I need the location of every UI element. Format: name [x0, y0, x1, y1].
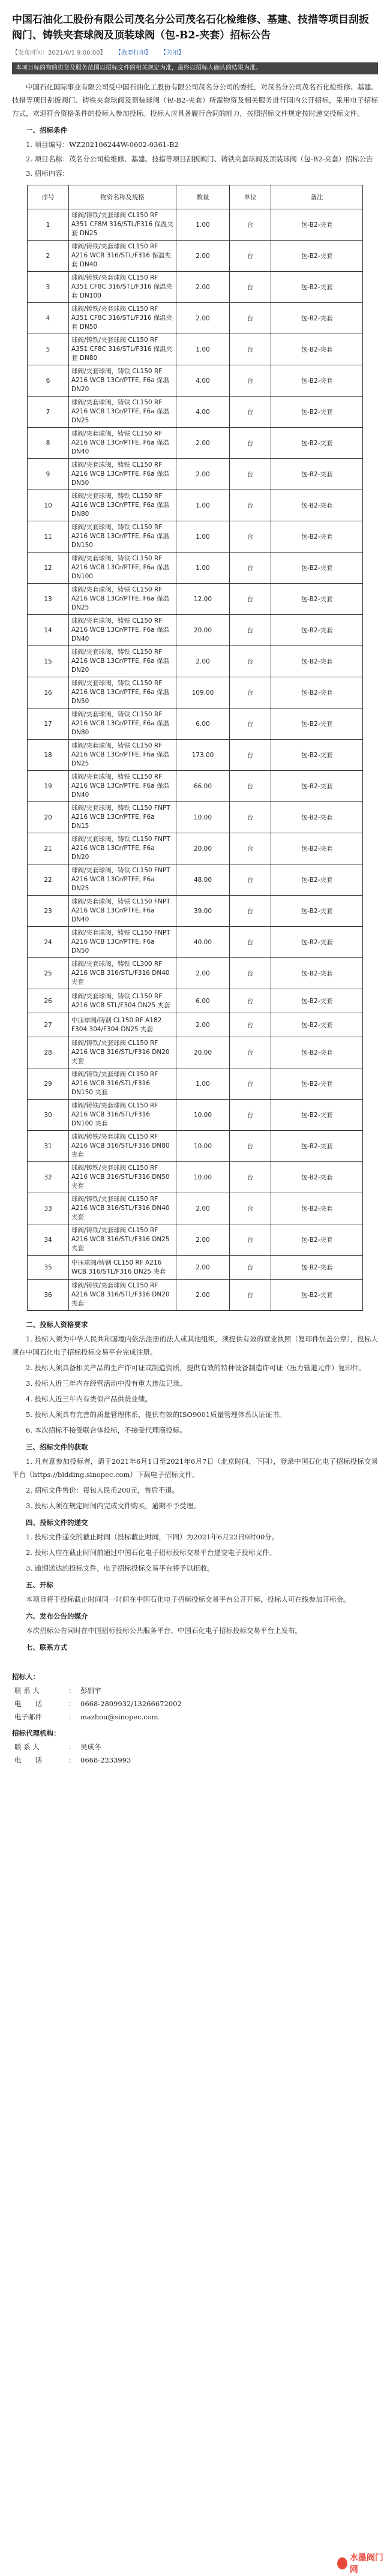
table-row: [28, 241, 363, 272]
contact-row: [12, 1697, 378, 1710]
cell-qty: 10.00: [176, 1100, 230, 1131]
cell-remark: 包-B2-夹套: [271, 490, 363, 521]
cell-remark: 包-B2-夹套: [271, 958, 363, 989]
cell-unit: 台: [230, 1100, 271, 1131]
cell-unit: 台: [230, 1013, 271, 1037]
cell-no: 29: [28, 1068, 69, 1100]
intro-paragraph: 中国石化国际事业有限公司受中国石油化工股份有限公司茂名分公司的委托，对茂名分公司茂名石化检维修、基建、技措等项目刮扳阀门、铸铁夹套球阀及顶装球阀（包-B2-夹套）所需物资及相关服务进行国内公开招标，采用电子招标方式，欢迎符合资格条件的投标人参加投标。投标人应具备履行合同的能力，按照招标文件规定按时递交投标文件。: [12, 83, 378, 118]
cell-qty: 4.00: [176, 397, 230, 428]
cell-name: 球阀/夹套球阀，铸铁 CL150 FNPT A216 WCB 13Cr/PTFE, F6a DN20: [69, 833, 176, 864]
cell-unit: 台: [230, 615, 271, 646]
cell-remark: 包-B2-夹套: [271, 1162, 363, 1193]
cell-remark: 包-B2-夹套: [271, 1013, 363, 1037]
submission-3: 3. 逾期送达的投标文件，电子招标投标交易平台将予以拒收。: [26, 1564, 214, 1572]
cell-no: 20: [28, 802, 69, 833]
cell-remark: 包-B2-夹套: [271, 927, 363, 958]
cell-remark: 包-B2-夹套: [271, 615, 363, 646]
contact-separator: ：: [68, 1686, 76, 1695]
table-row: [28, 615, 363, 646]
cell-no: 1: [28, 209, 69, 241]
opening-text: 本项目将于投标截止时间同一时间在中国石化电子招标投标交易平台公开开标，投标人可在线参加开标会。: [26, 1595, 350, 1604]
table-row: [28, 958, 363, 989]
cell-no: 13: [28, 584, 69, 615]
cell-remark: 包-B2-夹套: [271, 334, 363, 365]
cell-unit: 台: [230, 303, 271, 334]
header-name: 物资名称及规格: [69, 185, 176, 209]
cell-remark: 包-B2-夹套: [271, 708, 363, 740]
cell-remark: 包-B2-夹套: [271, 1037, 363, 1068]
cell-qty: 173.00: [176, 740, 230, 771]
cell-qty: 4.00: [176, 365, 230, 397]
cell-name: 中压球阀/铸钢 CL150 RF A182 F304 304/F304 DN25 夹套: [69, 1013, 176, 1037]
cell-no: 21: [28, 833, 69, 864]
cell-no: 35: [28, 1256, 69, 1280]
cell-remark: 包-B2-夹套: [271, 740, 363, 771]
cell-no: 10: [28, 490, 69, 521]
table-row: [28, 896, 363, 927]
cell-unit: 台: [230, 272, 271, 303]
table-row: [28, 490, 363, 521]
cell-qty: 2.00: [176, 303, 230, 334]
cell-unit: 台: [230, 428, 271, 459]
submission-1: 1. 投标文件递交的截止时间（投标截止时间，下同）为2021年6月22日9时00分。: [26, 1533, 279, 1541]
cell-name: 球阀/铸铁/夹套球阀 CL150 RF A216 WCB 316/STL/F316 DN80 夹套: [69, 1131, 176, 1162]
table-row: [28, 1013, 363, 1037]
cell-name: 球阀/夹套球阀，铸铁 CL150 RF A216 WCB 13Cr/PTFE, F6a 保温 DN40: [69, 615, 176, 646]
cell-qty: 10.00: [176, 802, 230, 833]
contact-separator: ：: [68, 1700, 76, 1708]
cell-name: 球阀/夹套球阀，铸铁 CL150 RF A216 WCB 13Cr/PTFE, F6a 保温 DN25: [69, 740, 176, 771]
cell-remark: 包-B2-夹套: [271, 833, 363, 864]
table-row: [28, 771, 363, 802]
cell-unit: 台: [230, 1068, 271, 1100]
cell-remark: 包-B2-夹套: [271, 802, 363, 833]
cell-qty: 12.00: [176, 584, 230, 615]
print-link[interactable]: 【我要打印】: [115, 50, 151, 56]
cell-qty: 1.00: [176, 553, 230, 584]
contact-row: [12, 1684, 378, 1697]
section-5-title: 五、开标: [26, 1581, 53, 1589]
cell-no: 23: [28, 896, 69, 927]
cell-name: 球阀/铸铁/夹套球阀 CL150 RF A216 WCB 316/STL/F316 DN50 夹套: [69, 1162, 176, 1193]
cell-name: 球阀/夹套球阀，铸铁 CL150 FNPT A216 WCB 13Cr/PTFE, F6a DN25: [69, 864, 176, 896]
cell-unit: 台: [230, 584, 271, 615]
cell-remark: 包-B2-夹套: [271, 1256, 363, 1280]
cell-qty: 1.00: [176, 1068, 230, 1100]
tenderer-title: 招标人：: [12, 1673, 40, 1681]
cell-name: 球阀/铸铁/夹套球阀 CL150 RF A351 CF8C 316/STL/F316 保温夹套 DN100: [69, 272, 176, 303]
cell-unit: 台: [230, 521, 271, 553]
project-number: 1. 项目编号：WZ202106244W-0602-0361-B2: [26, 140, 179, 149]
table-row: [28, 397, 363, 428]
header-unit: 单位: [230, 185, 271, 209]
table-row: [28, 989, 363, 1013]
contact-separator: ：: [68, 1756, 76, 1764]
cell-no: 22: [28, 864, 69, 896]
requirement-1: 1. 投标人须为中华人民共和国境内依法注册的法人或其他组织，须提供有效的营业执照（复印件加盖公章），投标人须在中国石化电子招标投标交易平台完成注册。: [12, 1335, 378, 1356]
cell-qty: 66.00: [176, 771, 230, 802]
table-row: [28, 740, 363, 771]
cell-qty: 6.00: [176, 989, 230, 1013]
table-row: [28, 584, 363, 615]
contact-key: 电 话: [14, 1756, 42, 1764]
page-title: 中国石油化工股份有限公司茂名分公司茂名石化检维修、基建、技措等项目刮扳阀门、铸铁夹套球阀及顶装球阀（包-B2-夹套）招标公告: [12, 14, 369, 41]
contact-key: 联 系 人: [14, 1686, 40, 1695]
cell-remark: 包-B2-夹套: [271, 272, 363, 303]
cell-qty: 2.00: [176, 1224, 230, 1256]
cell-unit: 台: [230, 646, 271, 677]
cell-remark: 包-B2-夹套: [271, 428, 363, 459]
cell-name: 球阀/夹套球阀，铸铁 CL150 RF A216 WCB 13Cr/PTFE, F6a 保温 DN40: [69, 428, 176, 459]
cell-name: 球阀/铸铁/夹套球阀 CL150 RF A216 WCB 316/STL/F316 DN25 夹套: [69, 1224, 176, 1256]
cell-remark: 包-B2-夹套: [271, 303, 363, 334]
cell-qty: 2.00: [176, 1013, 230, 1037]
table-row: [28, 708, 363, 740]
cell-name: 球阀/铸铁/夹套球阀 CL150 RF A351 CF8M 316/STL/F316 保温夹套 DN25: [69, 209, 176, 241]
published-time: 【发布时间：2021/6/1 9:00:00】: [12, 50, 106, 56]
table-row: [28, 553, 363, 584]
table-row: [28, 1068, 363, 1100]
cell-unit: 台: [230, 459, 271, 490]
cell-no: 11: [28, 521, 69, 553]
cell-unit: 台: [230, 1224, 271, 1256]
table-row: [28, 1256, 363, 1280]
cell-no: 16: [28, 677, 69, 708]
contact-block: [12, 1672, 378, 1767]
cell-unit: 台: [230, 1193, 271, 1224]
header-remark: 备注: [271, 185, 363, 209]
cell-qty: 1.00: [176, 521, 230, 553]
contact-key: 电 话: [14, 1700, 42, 1708]
cell-unit: 台: [230, 397, 271, 428]
cell-remark: 包-B2-夹套: [271, 1193, 363, 1224]
table-row: [28, 927, 363, 958]
cell-no: 25: [28, 958, 69, 989]
cell-no: 9: [28, 459, 69, 490]
cell-unit: 台: [230, 1131, 271, 1162]
items-table-header: [28, 185, 363, 209]
contact-row: [12, 1710, 378, 1724]
cell-qty: 48.00: [176, 864, 230, 896]
cell-name: 球阀/铸铁/夹套球阀 CL150 RF A216 WCB 316/STL/F316 DN100 夹套: [69, 1100, 176, 1131]
table-row: [28, 521, 363, 553]
table-row: [28, 1193, 363, 1224]
section-6-title: 六、发布公告的媒介: [26, 1612, 88, 1620]
cell-unit: 台: [230, 490, 271, 521]
requirement-3: 3. 投标人近三年内在经营活动中没有重大违法记录。: [26, 1379, 187, 1388]
cell-unit: 台: [230, 209, 271, 241]
cell-no: 24: [28, 927, 69, 958]
cell-unit: 台: [230, 1256, 271, 1280]
table-row: [28, 864, 363, 896]
table-row: [28, 272, 363, 303]
meta-bar: [12, 48, 378, 59]
cell-name: 球阀/铸铁/夹套球阀 CL150 RF A351 CF8C 316/STL/F316 保温夹套 DN80: [69, 334, 176, 365]
cell-qty: 39.00: [176, 896, 230, 927]
cell-name: 球阀/夹套球阀，铸铁 CL150 FNPT A216 WCB 13Cr/PTFE, F6a DN40: [69, 896, 176, 927]
document-get-3: 3. 投标人须在规定时间内完成文件购买，逾期不予受理。: [26, 1502, 200, 1510]
table-row: [28, 209, 363, 241]
cell-qty: 1.00: [176, 334, 230, 365]
cell-remark: 包-B2-夹套: [271, 896, 363, 927]
section-3-title: 三、招标文件的获取: [26, 1443, 88, 1451]
cell-no: 6: [28, 365, 69, 397]
cell-qty: 10.00: [176, 1162, 230, 1193]
requirement-6: 6. 本次招标不接受联合体投标，不接受代理商投标。: [26, 1426, 187, 1434]
cell-name: 球阀/夹套球阀，铸铁 CL300 RF A216 WCB 316/STL/F316 DN40 夹套: [69, 958, 176, 989]
cell-no: 33: [28, 1193, 69, 1224]
cell-qty: 2.00: [176, 241, 230, 272]
items-table: [27, 185, 363, 1311]
cell-name: 球阀/铸铁/夹套球阀 CL150 RF A216 WCB 316/STL/F316 DN40 夹套: [69, 1193, 176, 1224]
section-4-title: 四、投标文件的递交: [26, 1518, 88, 1527]
notice-bar: 本项目标的物的供货及服务范围以招标文件的相关规定为准，最终以招标人确认的结果为准。: [12, 62, 378, 74]
contact-value: 0668-2809932/13266672002: [80, 1700, 182, 1708]
table-row: [28, 365, 363, 397]
cell-remark: 包-B2-夹套: [271, 241, 363, 272]
contact-value: mazhou@sinopec.com: [80, 1713, 158, 1721]
close-link[interactable]: 【关闭】: [160, 50, 185, 56]
cell-remark: 包-B2-夹套: [271, 771, 363, 802]
cell-no: 12: [28, 553, 69, 584]
cell-no: 17: [28, 708, 69, 740]
cell-remark: 包-B2-夹套: [271, 677, 363, 708]
cell-name: 球阀/夹套球阀，铸铁 CL150 RF A216 WCB 13Cr/PTFE, F6a 保温 DN25: [69, 584, 176, 615]
cell-name: 球阀/夹套球阀，铸铁 CL150 RF A216 WCB 13Cr/PTFE, F6a 保温 DN20: [69, 646, 176, 677]
cell-remark: 包-B2-夹套: [271, 646, 363, 677]
cell-qty: 6.00: [176, 708, 230, 740]
submission-2: 2. 投标人应在截止时间前通过中国石化电子招标投标交易平台递交电子投标文件。: [26, 1548, 277, 1557]
section-1-title: 一、招标条件: [26, 126, 67, 134]
cell-remark: 包-B2-夹套: [271, 1280, 363, 1311]
cell-name: 球阀/夹套球阀，铸铁 CL150 RF A216 WCB 13Cr/PTFE, F6a 保温 DN25: [69, 397, 176, 428]
cell-remark: 包-B2-夹套: [271, 989, 363, 1013]
contact-row: [12, 1754, 378, 1767]
cell-qty: 109.00: [176, 677, 230, 708]
cell-name: 球阀/夹套球阀，铸铁 CL150 RF A216 WCB 13Cr/PTFE, F6a 保温 DN80: [69, 490, 176, 521]
announcement-page: [12, 0, 378, 1791]
cell-remark: 包-B2-夹套: [271, 864, 363, 896]
table-row: [28, 428, 363, 459]
contact-key: 电子邮件: [14, 1713, 42, 1721]
bid-content-label: 3. 招标内容：: [26, 169, 70, 178]
cell-no: 5: [28, 334, 69, 365]
cell-remark: 包-B2-夹套: [271, 1131, 363, 1162]
cell-unit: 台: [230, 989, 271, 1013]
contact-row: [12, 1740, 378, 1754]
cell-no: 3: [28, 272, 69, 303]
document-get-1: 1. 凡有意参加投标者，请于2021年6月1日至2021年6月7日（北京时间，下同），登录中国石化电子招标投标交易平台（https://bidding.sinopec.com）下载电子招标文件。: [12, 1457, 378, 1479]
cell-remark: 包-B2-夹套: [271, 521, 363, 553]
cell-qty: 2.00: [176, 958, 230, 989]
cell-no: 30: [28, 1100, 69, 1131]
cell-name: 球阀/夹套球阀，铸铁 CL150 FNPT A216 WCB 13Cr/PTFE, F6a DN50: [69, 927, 176, 958]
cell-qty: 10.00: [176, 1131, 230, 1162]
cell-no: 32: [28, 1162, 69, 1193]
cell-unit: 台: [230, 1162, 271, 1193]
cell-no: 18: [28, 740, 69, 771]
table-row: [28, 1280, 363, 1311]
cell-qty: 40.00: [176, 927, 230, 958]
contact-separator: ：: [68, 1713, 76, 1721]
cell-no: 19: [28, 771, 69, 802]
cell-unit: 台: [230, 553, 271, 584]
cell-qty: 2.00: [176, 272, 230, 303]
cell-unit: 台: [230, 365, 271, 397]
cell-name: 球阀/夹套球阀，铸铁 CL150 RF A216 WCB 13Cr/PTFE, F6a 保温 DN20: [69, 365, 176, 397]
table-row: [28, 1131, 363, 1162]
requirement-4: 4. 投标人近三年内有类似产品供货业绩。: [26, 1395, 152, 1403]
cell-unit: 台: [230, 708, 271, 740]
cell-remark: 包-B2-夹套: [271, 1100, 363, 1131]
cell-name: 球阀/铸铁/夹套球阀 CL150 RF A216 WCB 316/STL/F316 DN20 夹套: [69, 1280, 176, 1311]
cell-no: 4: [28, 303, 69, 334]
contact-value: 吴成冬: [80, 1743, 101, 1751]
cell-unit: 台: [230, 927, 271, 958]
agency-contact-rows: [12, 1740, 378, 1767]
cell-remark: 包-B2-夹套: [271, 365, 363, 397]
cell-name: 中压球阀/铸钢 CL150 RF A216 WCB 316/STL/F316 DN25 夹套: [69, 1256, 176, 1280]
section-7-title: 七、联系方式: [26, 1643, 67, 1652]
cell-no: 14: [28, 615, 69, 646]
table-row: [28, 1037, 363, 1068]
cell-qty: 2.00: [176, 428, 230, 459]
cell-unit: 台: [230, 740, 271, 771]
cell-unit: 台: [230, 1037, 271, 1068]
cell-no: 8: [28, 428, 69, 459]
cell-name: 球阀/夹套球阀，铸铁 CL150 RF A216 WCB 13Cr/PTFE, F6a 保温 DN80: [69, 708, 176, 740]
table-row: [28, 334, 363, 365]
contact-key: 联 系 人: [14, 1743, 40, 1751]
table-row: [28, 1162, 363, 1193]
requirement-5: 5. 投标人须具有完善的质量管理体系，提供有效的ISO9001质量管理体系认证证书。: [26, 1410, 286, 1419]
watermark-text: 水墨阀门网: [349, 2553, 383, 2575]
table-row: [28, 459, 363, 490]
requirement-2: 2. 投标人须具备相关产品的生产许可证或制造资质，提供有效的特种设备制造许可证（压力管道元件）复印件。: [26, 1364, 366, 1372]
contact-value: 彭副宇: [80, 1686, 101, 1695]
items-table-body: [28, 209, 363, 1311]
cell-unit: 台: [230, 896, 271, 927]
document-get-2: 2. 招标文件售价：每包人民币200元，售后不退。: [26, 1486, 179, 1494]
cell-no: 7: [28, 397, 69, 428]
cell-remark: 包-B2-夹套: [271, 397, 363, 428]
contact-value: 0668-2233993: [80, 1756, 131, 1764]
tenderer-contact-rows: [12, 1684, 378, 1724]
media-text: 本次招标公告同时在中国招标投标公共服务平台、中国石化电子招标投标交易平台上发布。: [26, 1626, 302, 1635]
cell-qty: 2.00: [176, 1280, 230, 1311]
table-row: [28, 646, 363, 677]
cell-unit: 台: [230, 241, 271, 272]
cell-name: 球阀/铸铁/夹套球阀 CL150 RF A216 WCB 316/STL/F316 DN150 夹套: [69, 1068, 176, 1100]
cell-name: 球阀/夹套球阀，铸铁 CL150 RF A216 WCB 13Cr/PTFE, F6a 保温 DN150: [69, 521, 176, 553]
cell-remark: 包-B2-夹套: [271, 584, 363, 615]
project-name: 2. 项目名称：茂名分公司检维修、基建、技措等项目刮扳阀门、铸铁夹套球阀及顶装球阀（包-B2-夹套）招标公告: [26, 155, 373, 163]
cell-name: 球阀/铸铁/夹套球阀 CL150 RF A216 WCB 316/STL/F316 保温夹套 DN40: [69, 241, 176, 272]
header-no: 序号: [28, 185, 69, 209]
cell-no: 28: [28, 1037, 69, 1068]
cell-unit: 台: [230, 677, 271, 708]
cell-qty: 20.00: [176, 1037, 230, 1068]
cell-no: 31: [28, 1131, 69, 1162]
cell-name: 球阀/夹套球阀，铸铁 CL150 RF A216 WCB 13Cr/PTFE, F6a 保温 DN50: [69, 677, 176, 708]
table-row: [28, 1100, 363, 1131]
cell-qty: 2.00: [176, 1193, 230, 1224]
cell-name: 球阀/夹套球阀，铸铁 CL150 RF A216 WCB 13Cr/PTFE, F6a 保温 DN100: [69, 553, 176, 584]
table-row: [28, 677, 363, 708]
table-row: [28, 833, 363, 864]
cell-no: 34: [28, 1224, 69, 1256]
cell-qty: 2.00: [176, 1256, 230, 1280]
cell-no: 36: [28, 1280, 69, 1311]
cell-name: 球阀/夹套球阀，铸铁 CL150 RF A216 WCB 13Cr/PTFE, F6a 保温 DN50: [69, 459, 176, 490]
cell-remark: 包-B2-夹套: [271, 209, 363, 241]
watermark: [337, 2553, 385, 2575]
cell-no: 26: [28, 989, 69, 1013]
cell-qty: 1.00: [176, 209, 230, 241]
cell-name: 球阀/夹套球阀，铸铁 CL150 RF A216 WCB STL/F304 DN25 夹套: [69, 989, 176, 1013]
cell-remark: 包-B2-夹套: [271, 1068, 363, 1100]
cell-no: 15: [28, 646, 69, 677]
header-qty: 数量: [176, 185, 230, 209]
contact-separator: ：: [68, 1743, 76, 1751]
cell-qty: 2.00: [176, 646, 230, 677]
cell-no: 27: [28, 1013, 69, 1037]
cell-name: 球阀/铸铁/夹套球阀 CL150 RF A351 CF8C 316/STL/F316 保温夹套 DN50: [69, 303, 176, 334]
cell-qty: 20.00: [176, 833, 230, 864]
cell-remark: 包-B2-夹套: [271, 459, 363, 490]
cell-unit: 台: [230, 833, 271, 864]
cell-name: 球阀/铸铁/夹套球阀 CL150 RF A216 WCB 316/STL/F316 DN20 夹套: [69, 1037, 176, 1068]
agency-title: 招标代理机构：: [12, 1729, 61, 1737]
cell-name: 球阀/夹套球阀，铸铁 CL150 RF A216 WCB 13Cr/PTFE, F6a 保温 DN40: [69, 771, 176, 802]
cell-name: 球阀/夹套球阀，铸铁 CL150 FNPT A216 WCB 13Cr/PTFE, F6a DN15: [69, 802, 176, 833]
cell-qty: 1.00: [176, 490, 230, 521]
cell-remark: 包-B2-夹套: [271, 1224, 363, 1256]
cell-qty: 2.00: [176, 459, 230, 490]
cell-no: 2: [28, 241, 69, 272]
watermark-logo-icon: [337, 2557, 347, 2569]
cell-unit: 台: [230, 802, 271, 833]
cell-unit: 台: [230, 864, 271, 896]
table-row: [28, 303, 363, 334]
table-row: [28, 1224, 363, 1256]
cell-qty: 20.00: [176, 615, 230, 646]
cell-remark: 包-B2-夹套: [271, 553, 363, 584]
cell-unit: 台: [230, 334, 271, 365]
cell-unit: 台: [230, 1280, 271, 1311]
cell-unit: 台: [230, 771, 271, 802]
section-2-title: 二、投标人资格要求: [26, 1320, 88, 1329]
table-row: [28, 802, 363, 833]
cell-unit: 台: [230, 958, 271, 989]
